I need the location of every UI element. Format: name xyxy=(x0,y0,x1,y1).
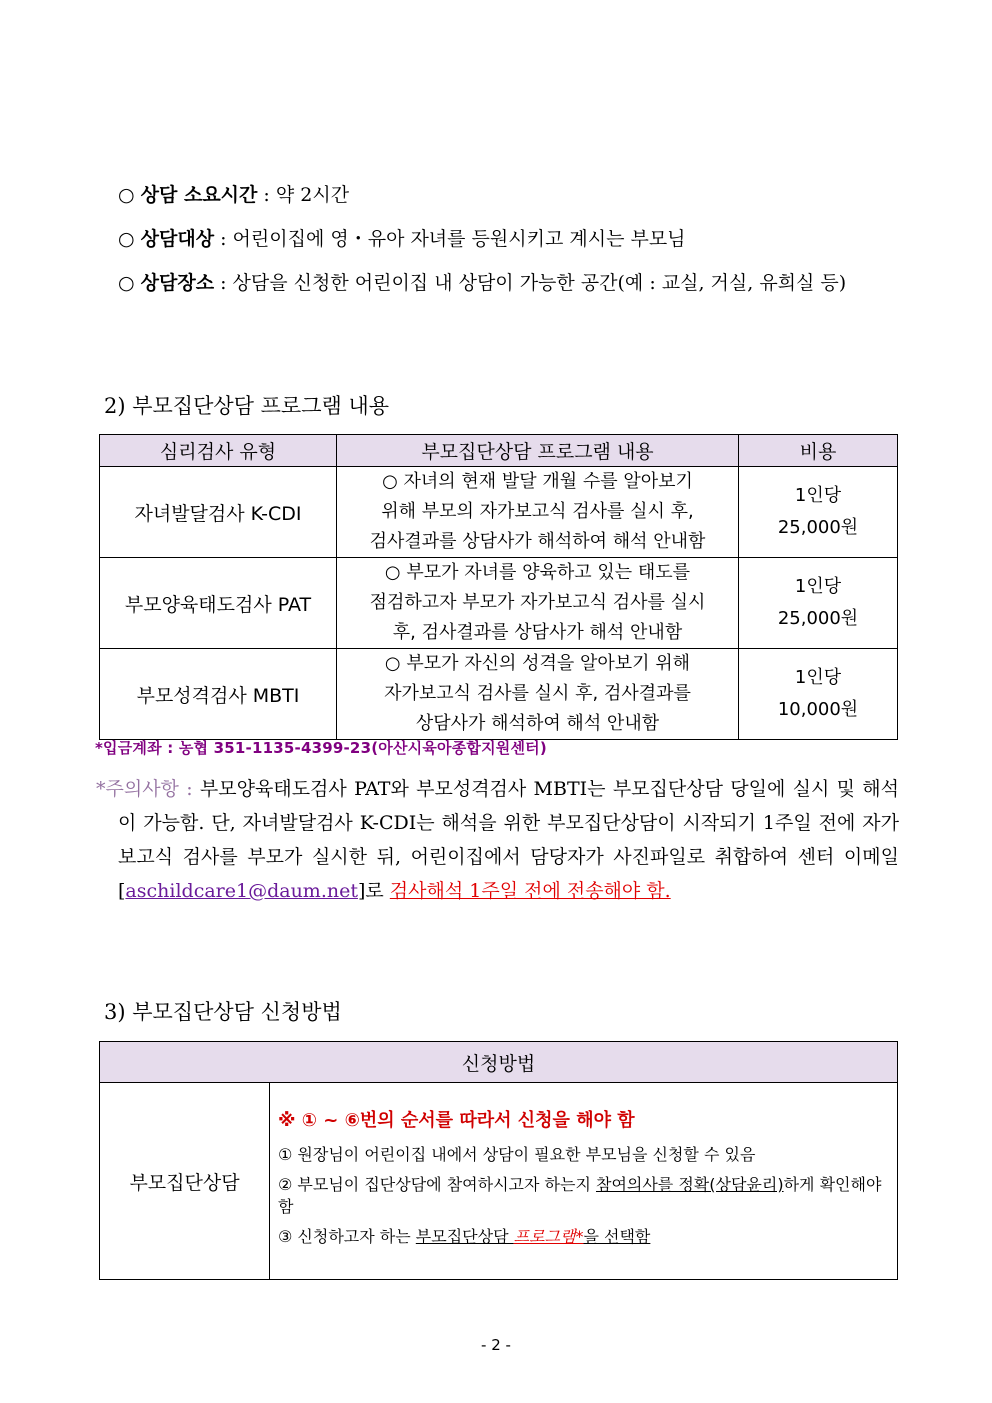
duration-label: 상담 소요시간 xyxy=(140,184,258,206)
cost xyxy=(739,467,898,558)
cost-amount: 25,000원 xyxy=(777,608,859,629)
info-line-target xyxy=(118,224,686,254)
cost-unit: 1인당 xyxy=(794,485,842,506)
desc-line: ○ 부모가 자신의 성격을 알아보기 위해 xyxy=(384,653,691,674)
cost-amount: 25,000원 xyxy=(777,517,859,538)
notice-text-tail: ]로 xyxy=(357,880,390,902)
header-program-content: 부모집단상담 프로그램 내용 xyxy=(337,435,739,467)
step-3 xyxy=(278,1226,889,1248)
test-name: 부모양육태도검사 PAT xyxy=(100,558,337,649)
method-steps xyxy=(270,1083,898,1280)
circle-bullet-icon: ○ xyxy=(118,228,135,250)
separator: : xyxy=(257,184,276,206)
table-row xyxy=(100,558,898,649)
step-2-text: ② 부모님이 집단상담에 참여하시고자 하는지 xyxy=(278,1175,596,1194)
cost xyxy=(739,558,898,649)
step-3-tail: 을 선택함 xyxy=(583,1227,651,1246)
circle-bullet-icon: ○ xyxy=(118,184,135,206)
header-test-type: 심리검사 유형 xyxy=(100,435,337,467)
info-line-duration xyxy=(118,180,349,210)
test-name: 자녀발달검사 K-CDI xyxy=(100,467,337,558)
cost-unit: 1인당 xyxy=(794,667,842,688)
cost-unit: 1인당 xyxy=(794,576,842,597)
method-table xyxy=(99,1041,898,1280)
desc-line: 검사결과를 상담사가 해석하여 해석 안내함 xyxy=(369,531,706,552)
location-value: 상담을 신청한 어린이집 내 상담이 가능한 공간(예 : 교실, 거실, 유희실 등) xyxy=(232,272,847,294)
location-label: 상담장소 xyxy=(140,272,215,294)
step-3-underlined: 부모집단상담 xyxy=(415,1227,514,1246)
step-2 xyxy=(278,1174,889,1218)
desc-line: 후, 검사결과를 상담사가 해석 안내함 xyxy=(392,622,683,643)
target-value: 어린이집에 영・유아 자녀를 등원시키고 계시는 부모님 xyxy=(232,228,686,250)
table-row xyxy=(100,467,898,558)
step-3-program: 프로그램* xyxy=(513,1227,584,1246)
step-2-tail: 하게 확인해야 함 xyxy=(278,1175,882,1216)
method-row-label: 부모집단상담 xyxy=(100,1083,270,1280)
bank-account: *입금계좌 : 농협 351-1135-4399-23(아산시육아종합지원센터) xyxy=(95,739,547,757)
section2-heading: 2) 부모집단상담 프로그램 내용 xyxy=(104,394,390,418)
notice-deadline: 검사해석 1주일 전에 전송해야 함. xyxy=(389,880,671,902)
email-link[interactable]: aschildcare1@daum.net xyxy=(125,880,358,902)
cost xyxy=(739,649,898,740)
test-name: 부모성격검사 MBTI xyxy=(100,649,337,740)
program-desc xyxy=(337,467,739,558)
order-warning: ※ ① ~ ⑥번의 순서를 따라서 신청을 해야 함 xyxy=(278,1110,635,1131)
page-number: - 2 - xyxy=(481,1336,511,1354)
separator: : xyxy=(214,228,233,250)
notice-text: 부모양육태도검사 PAT와 부모성격검사 MBTI는 부모집단상담 당일에 실시 및 해석이 가능함. 단, 자녀발달검사 K-CDI는 해석을 위한 부모집단상담이 시작되기 1주일 전에 자가보고식 검사를 부모가 실시한 뒤, 어린이집에서 담당자가 사진파일로 취합하여 센터 이메일[ xyxy=(118,778,899,902)
desc-line: ○ 부모가 자녀를 양육하고 있는 태도를 xyxy=(384,562,691,583)
header-cost: 비용 xyxy=(739,435,898,467)
cost-amount: 10,000원 xyxy=(777,699,859,720)
method-table-title: 신청방법 xyxy=(100,1042,898,1083)
desc-line: 자가보고식 검사를 실시 후, 검사결과를 xyxy=(384,683,691,704)
desc-line: 위해 부모의 자가보고식 검사를 실시 후, xyxy=(381,501,694,522)
target-label: 상담대상 xyxy=(140,228,215,250)
circle-bullet-icon: ○ xyxy=(118,272,135,294)
step-2-underlined: 참여의사를 정확(상담윤리) xyxy=(595,1175,784,1194)
notice-label: *주의사항 : xyxy=(96,778,193,800)
desc-line: 점검하고자 부모가 자가보고식 검사를 실시 xyxy=(369,592,706,613)
desc-line: 상담사가 해석하여 해석 안내함 xyxy=(415,713,660,734)
program-desc xyxy=(337,649,739,740)
desc-line: ○ 자녀의 현재 발달 개월 수를 알아보기 xyxy=(382,471,693,492)
duration-value: 약 2시간 xyxy=(275,184,350,206)
info-line-location xyxy=(118,266,898,300)
program-desc xyxy=(337,558,739,649)
notice-paragraph xyxy=(96,772,899,908)
program-table xyxy=(99,434,898,740)
table-row xyxy=(100,649,898,740)
separator: : xyxy=(214,272,233,294)
section3-heading: 3) 부모집단상담 신청방법 xyxy=(104,1000,342,1024)
step-3-text: ③ 신청하고자 하는 xyxy=(278,1227,416,1246)
step-1: ① 원장님이 어린이집 내에서 상담이 필요한 부모님을 신청할 수 있음 xyxy=(278,1145,756,1164)
